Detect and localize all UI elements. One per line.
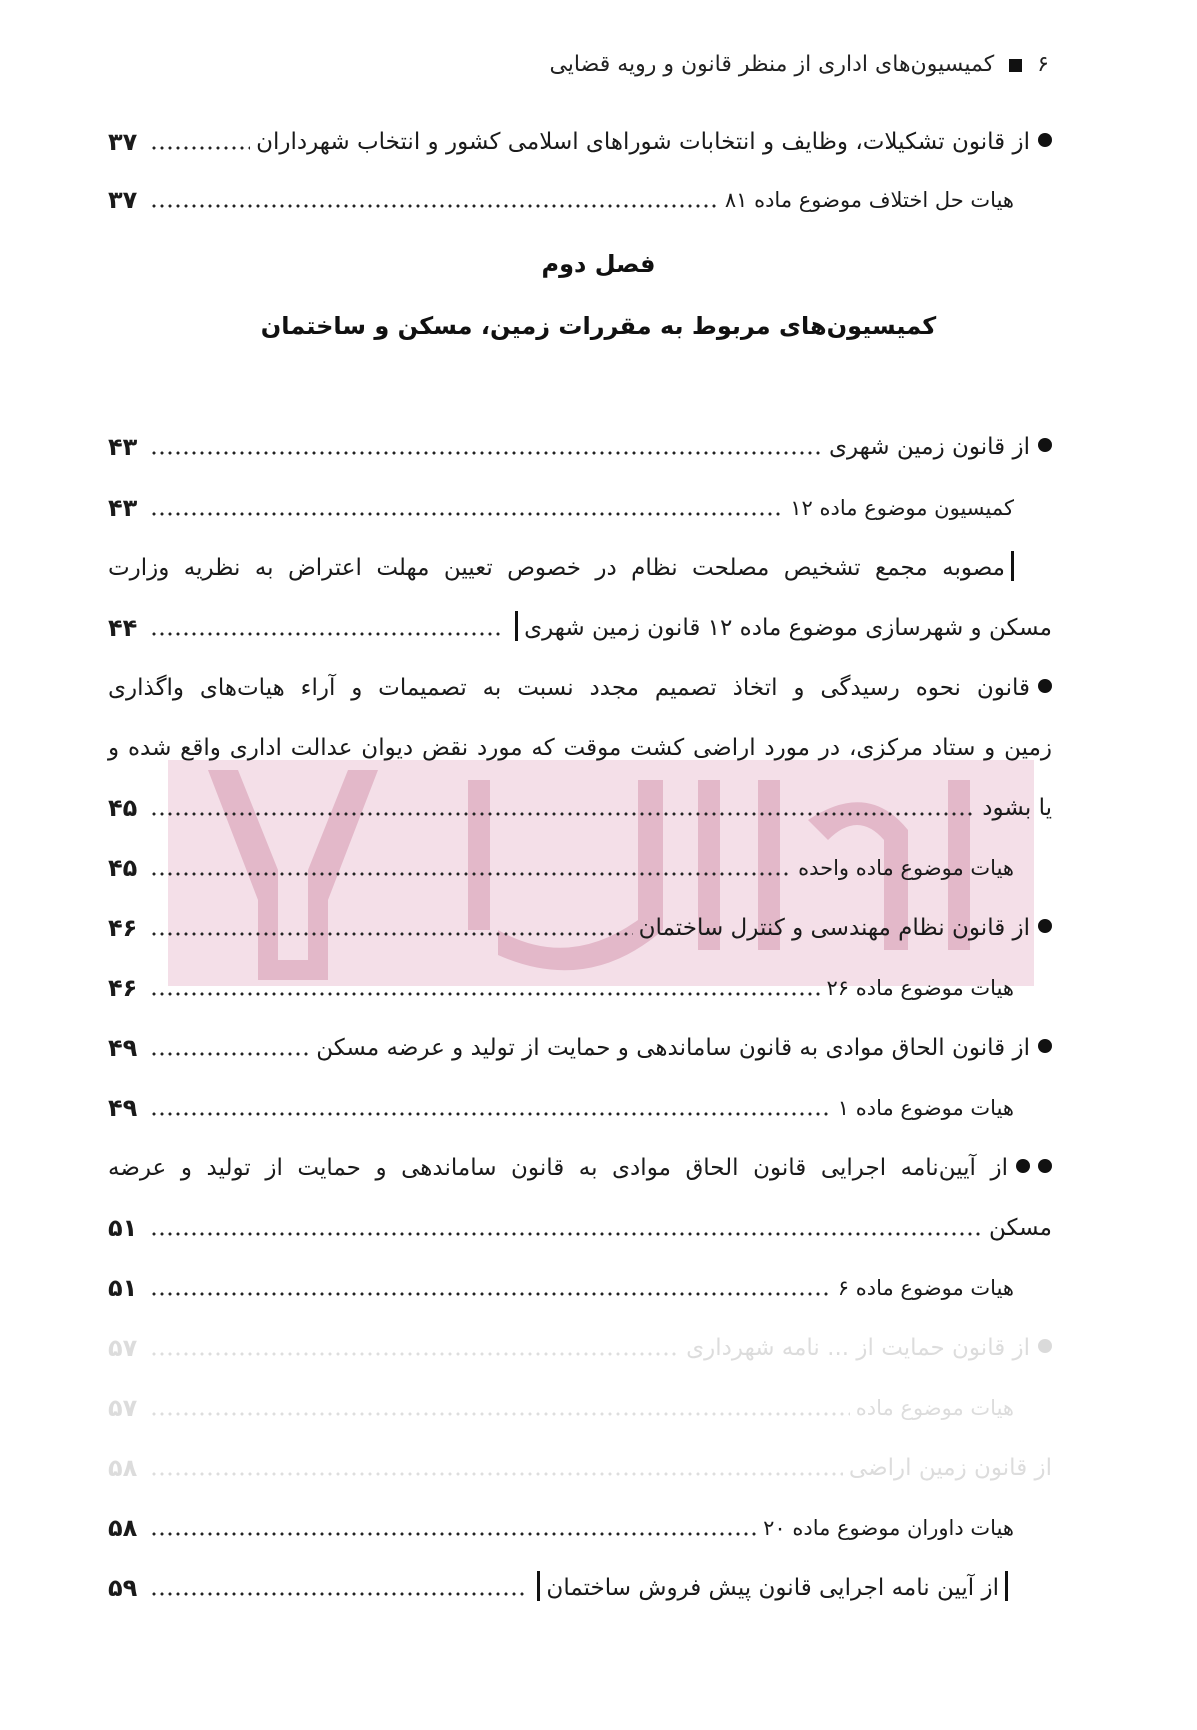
toc-entry-line: زمین و ستاد مرکزی، در مورد اراضی کشت موقت که مورد نقض دیوان عدالت اداری واقع شده و	[108, 735, 1052, 761]
toc-entry-title: کمیسیون موضوع ماده ۱۲	[790, 496, 1014, 520]
dot-leader	[150, 1412, 850, 1416]
dot-leader	[150, 1112, 832, 1116]
toc-page-number: ۴۹	[108, 1094, 138, 1122]
dot-leader	[150, 1292, 832, 1296]
bullet-icon	[1016, 1159, 1030, 1173]
toc-page-number: ۵۱	[108, 1214, 138, 1242]
toc-entry	[108, 1028, 1052, 1068]
toc-entry-title: هیات موضوع ماده ۶	[837, 1276, 1014, 1300]
dot-leader	[150, 451, 823, 455]
toc-entry-title: قانون نحوه رسیدگی و اتخاذ تصمیم مجدد نسبت به تصمیمات و آراء هیات‌های واگذاری	[108, 675, 1030, 701]
bullet-icon	[1038, 133, 1052, 147]
toc-page-number: ۳۷	[108, 186, 138, 214]
bracket-mark	[1011, 551, 1014, 581]
bullet-icon	[1038, 679, 1052, 693]
toc-entry	[108, 788, 1052, 828]
toc-page-number: ۴۶	[108, 974, 138, 1002]
bullet-icon	[1038, 438, 1052, 452]
toc-entry-title: هیات حل اختلاف موضوع ماده ۸۱	[724, 188, 1014, 212]
toc-entry	[108, 427, 1052, 467]
toc-entry-line	[108, 1148, 1052, 1188]
dot-leader	[150, 146, 250, 150]
toc-entry-title: مسکن و شهرسازی موضوع ماده ۱۲ قانون زمین شهری	[524, 615, 1052, 641]
book-title: کمیسیون‌های اداری از منظر قانون و رویه قضایی	[549, 52, 995, 77]
toc-subentry	[108, 968, 1014, 1008]
toc-page-number: ۴۳	[108, 494, 138, 522]
toc-entry-title: از قانون زمین شهری	[828, 434, 1030, 460]
toc-entry-title: یا بشود	[982, 795, 1052, 821]
toc-page-number: ۵۸	[108, 1454, 138, 1482]
dot-leader	[150, 1532, 757, 1536]
dot-leader	[150, 512, 784, 516]
running-header	[100, 52, 1049, 77]
toc-page-number: ۳۷	[108, 128, 138, 156]
toc-entry-title: هیات موضوع ماده واحده	[798, 856, 1014, 880]
toc-entry-title: مسکن	[988, 1215, 1052, 1241]
toc-entry	[108, 908, 1052, 948]
toc-page-number: ۵۸	[108, 1514, 138, 1542]
toc-subentry	[108, 1088, 1014, 1128]
toc-entry-faded	[108, 1328, 1052, 1368]
dot-leader	[150, 1052, 310, 1056]
toc-entry	[108, 608, 1052, 648]
toc-entry-title: از آیین‌نامه اجرایی قانون الحاق موادی به قانون ساماندهی و حمایت از تولید و عرضه	[108, 1155, 1008, 1181]
toc-entry-title: از آیین نامه اجرایی قانون پیش فروش ساختمان	[546, 1575, 999, 1601]
toc-page-number: ۵۱	[108, 1274, 138, 1302]
bracket-mark	[515, 611, 518, 641]
toc-subentry	[108, 1268, 1014, 1308]
toc-subentry-faded	[108, 1388, 1014, 1428]
toc-entry-title: از قانون حمایت از ... نامه شهرداری	[686, 1335, 1030, 1361]
bracket-mark	[1005, 1571, 1008, 1601]
dot-leader	[150, 1592, 525, 1596]
square-bullet-icon	[1009, 59, 1022, 72]
bullet-icon	[1038, 1159, 1052, 1173]
toc-page-number: ۴۹	[108, 1034, 138, 1062]
toc-entry	[108, 1208, 1052, 1248]
toc-subentry	[108, 1508, 1014, 1548]
bracket-mark	[537, 1571, 540, 1601]
toc-entry-title: مصوبه مجمع تشخیص مصلحت نظام در خصوص تعیین مهلت اعتراض به نظریه وزارت	[108, 555, 1005, 581]
dot-leader	[150, 992, 821, 996]
toc-page-number: ۴۳	[108, 433, 138, 461]
toc-entry-title: از قانون الحاق موادی به قانون ساماندهی و حمایت از تولید و عرضه مسکن	[316, 1035, 1030, 1061]
page-number: ۶	[1037, 52, 1049, 77]
dot-leader	[150, 632, 503, 636]
chapter-heading: فصل دوم	[541, 250, 656, 278]
toc-entry-title: هیات موضوع ماده	[855, 1396, 1014, 1420]
toc-page-number: ۵۷	[108, 1394, 138, 1422]
dot-leader	[150, 1472, 843, 1476]
dot-leader	[150, 204, 719, 208]
toc-entry-line	[108, 548, 1014, 588]
bullet-icon	[1038, 919, 1052, 933]
toc-entry	[108, 1568, 1014, 1608]
toc-page-number: ۴۵	[108, 854, 138, 882]
dot-leader	[150, 1232, 983, 1236]
dot-leader	[150, 812, 976, 816]
bullet-icon	[1038, 1339, 1052, 1353]
bullet-icon	[1038, 1039, 1052, 1053]
toc-entry-title: از قانون زمین اراضی	[848, 1455, 1052, 1481]
toc-subentry	[108, 180, 1014, 220]
toc-page-number: ۵۷	[108, 1334, 138, 1362]
toc-entry-line	[108, 668, 1052, 708]
dot-leader	[150, 872, 792, 876]
toc-entry-faded	[108, 1448, 1052, 1488]
toc-entry-title: هیات داوران موضوع ماده ۲۰	[763, 1516, 1014, 1540]
dot-leader	[150, 932, 633, 936]
toc-entry-title: از قانون نظام مهندسی و کنترل ساختمان	[638, 915, 1030, 941]
toc-page-number: ۴۶	[108, 914, 138, 942]
chapter-title: کمیسیون‌های مربوط به مقررات زمین، مسکن و ساختمان	[260, 312, 937, 340]
toc-page-number: ۵۹	[108, 1574, 138, 1602]
toc-page-number: ۴۴	[108, 614, 138, 642]
toc-page-number: ۴۵	[108, 794, 138, 822]
toc-entry-title: از قانون تشکیلات، وظایف و انتخابات شوراهای اسلامی کشور و انتخاب شهرداران	[256, 129, 1030, 155]
toc-subentry	[108, 488, 1014, 528]
toc-subentry	[108, 848, 1014, 888]
dot-leader	[150, 1352, 680, 1356]
toc-entry-title: هیات موضوع ماده ۲۶	[826, 976, 1014, 1000]
toc-entry-title: هیات موضوع ماده ۱	[837, 1096, 1014, 1120]
toc-entry	[108, 122, 1052, 162]
